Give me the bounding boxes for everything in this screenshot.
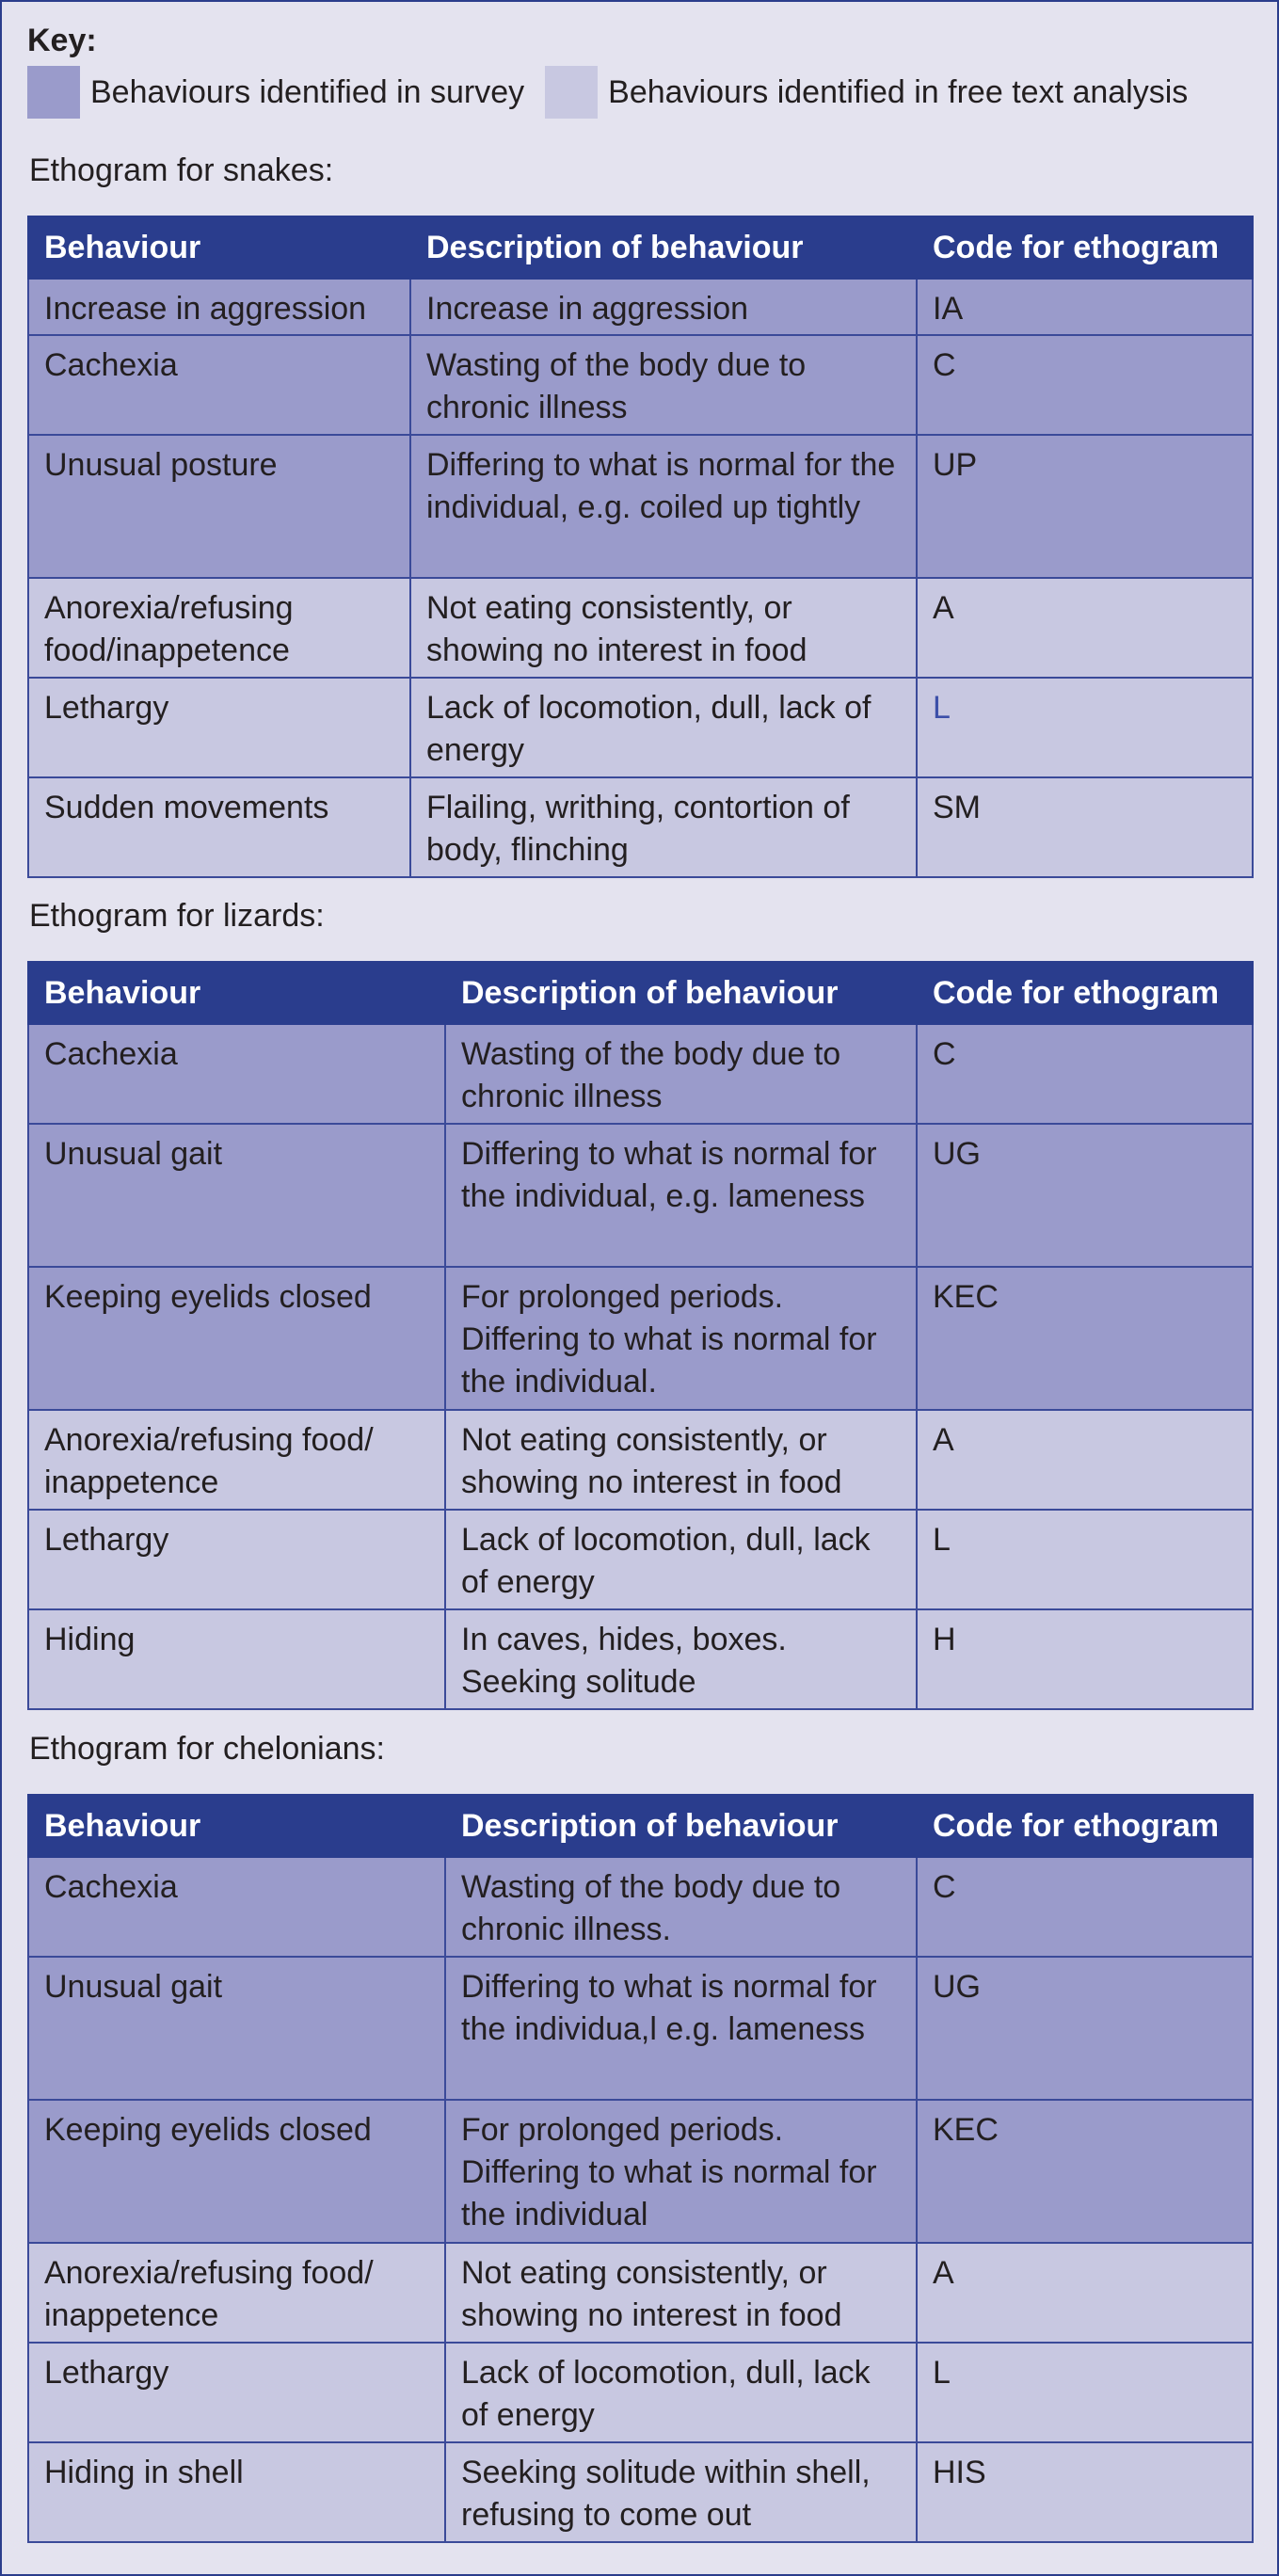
snakes-section-title: Ethogram for snakes: xyxy=(29,152,334,188)
description-cell: For prolonged periods. Differing to what is normal for the individual. xyxy=(445,1267,917,1410)
lizards-section-title: Ethogram for lizards: xyxy=(29,898,325,934)
code-cell: UG xyxy=(917,1957,1253,2100)
code-cell: A xyxy=(917,578,1253,678)
column-header-code: Code for ethogram xyxy=(917,1795,1253,1857)
column-header-behaviour: Behaviour xyxy=(28,216,410,279)
code-cell: IA xyxy=(917,279,1253,335)
behaviour-cell: Hiding xyxy=(28,1609,445,1709)
table-row xyxy=(28,2343,1253,2442)
code-cell: HIS xyxy=(917,2442,1253,2542)
behaviour-cell: Anorexia/refusing food/ inappetence xyxy=(28,2243,445,2343)
code-cell: KEC xyxy=(917,1267,1253,1410)
code-cell: SM xyxy=(917,777,1253,877)
code-cell: H xyxy=(917,1609,1253,1709)
table-row xyxy=(28,678,1253,777)
table-row xyxy=(28,777,1253,877)
description-cell: Differing to what is normal for the individual, e.g. coiled up tightly xyxy=(410,435,917,578)
table-row xyxy=(28,1267,1253,1410)
table-row xyxy=(28,1609,1253,1709)
behaviour-cell: Cachexia xyxy=(28,1857,445,1957)
column-header-code: Code for ethogram xyxy=(917,962,1253,1024)
code-cell: A xyxy=(917,2243,1253,2343)
table-row xyxy=(28,1857,1253,1957)
description-cell: Wasting of the body due to chronic illness xyxy=(445,1024,917,1124)
description-cell: Not eating consistently, or showing no interest in food xyxy=(445,1410,917,1510)
code-cell: L xyxy=(917,1510,1253,1609)
description-cell: Lack of locomotion, dull, lack of energy xyxy=(445,2343,917,2442)
code-cell: C xyxy=(917,1857,1253,1957)
key-title: Key: xyxy=(27,23,97,58)
description-cell: In caves, hides, boxes. Seeking solitude xyxy=(445,1609,917,1709)
behaviour-cell: Keeping eyelids closed xyxy=(28,1267,445,1410)
table-row xyxy=(28,1410,1253,1510)
table-row xyxy=(28,335,1253,435)
table-row xyxy=(28,578,1253,678)
column-header-behaviour: Behaviour xyxy=(28,1795,445,1857)
description-cell: Not eating consistently, or showing no interest in food xyxy=(410,578,917,678)
survey-swatch xyxy=(27,66,80,119)
behaviour-cell: Cachexia xyxy=(28,335,410,435)
table-row xyxy=(28,1024,1253,1124)
column-header-description: Description of behaviour xyxy=(410,216,917,279)
behaviour-cell: Anorexia/refusing food/inappetence xyxy=(28,578,410,678)
code-cell: C xyxy=(917,1024,1253,1124)
behaviour-cell: Unusual gait xyxy=(28,1957,445,2100)
description-cell: Seeking solitude within shell, refusing to come out xyxy=(445,2442,917,2542)
survey-key-label: Behaviours identified in survey xyxy=(90,73,525,110)
code-cell: L xyxy=(917,2343,1253,2442)
behaviour-cell: Unusual posture xyxy=(28,435,410,578)
behaviour-cell: Lethargy xyxy=(28,2343,445,2442)
description-cell: Lack of locomotion, dull, lack of energy xyxy=(445,1510,917,1609)
behaviour-cell: Cachexia xyxy=(28,1024,445,1124)
chelonians-section-title: Ethogram for chelonians: xyxy=(29,1731,385,1767)
table-header-row xyxy=(28,1795,1253,1857)
lizards-table xyxy=(27,961,1254,1710)
code-cell: C xyxy=(917,335,1253,435)
behaviour-cell: Hiding in shell xyxy=(28,2442,445,2542)
description-cell: Increase in aggression xyxy=(410,279,917,335)
description-cell: Differing to what is normal for the individual, e.g. lameness xyxy=(445,1124,917,1267)
behaviour-cell: Lethargy xyxy=(28,1510,445,1609)
key-legend xyxy=(27,66,1208,119)
free-text-key-label: Behaviours identified in free text analysis xyxy=(608,73,1189,110)
description-cell: Wasting of the body due to chronic illness. xyxy=(445,1857,917,1957)
code-cell: L xyxy=(917,678,1253,777)
code-cell: KEC xyxy=(917,2100,1253,2243)
description-cell: Differing to what is normal for the individua,l e.g. lameness xyxy=(445,1957,917,2100)
table-row xyxy=(28,2100,1253,2243)
description-cell: Flailing, writhing, contortion of body, flinching xyxy=(410,777,917,877)
description-cell: Wasting of the body due to chronic illness xyxy=(410,335,917,435)
table-row xyxy=(28,2243,1253,2343)
behaviour-cell: Unusual gait xyxy=(28,1124,445,1267)
table-header-row xyxy=(28,962,1253,1024)
table-row xyxy=(28,435,1253,578)
code-cell: UP xyxy=(917,435,1253,578)
column-header-description: Description of behaviour xyxy=(445,1795,917,1857)
table-row xyxy=(28,1510,1253,1609)
table-row xyxy=(28,2442,1253,2542)
description-cell: For prolonged periods. Differing to what is normal for the individual xyxy=(445,2100,917,2243)
table-row xyxy=(28,1957,1253,2100)
description-cell: Lack of locomotion, dull, lack of energy xyxy=(410,678,917,777)
chelonians-table xyxy=(27,1794,1254,2543)
column-header-description: Description of behaviour xyxy=(445,962,917,1024)
free-text-swatch xyxy=(545,66,598,119)
behaviour-cell: Lethargy xyxy=(28,678,410,777)
table-header-row xyxy=(28,216,1253,279)
column-header-code: Code for ethogram xyxy=(917,216,1253,279)
description-cell: Not eating consistently, or showing no interest in food xyxy=(445,2243,917,2343)
behaviour-cell: Keeping eyelids closed xyxy=(28,2100,445,2243)
snakes-table xyxy=(27,216,1254,878)
behaviour-cell: Increase in aggression xyxy=(28,279,410,335)
code-cell: UG xyxy=(917,1124,1253,1267)
behaviour-cell: Sudden movements xyxy=(28,777,410,877)
table-row xyxy=(28,279,1253,335)
table-row xyxy=(28,1124,1253,1267)
column-header-behaviour: Behaviour xyxy=(28,962,445,1024)
behaviour-cell: Anorexia/refusing food/ inappetence xyxy=(28,1410,445,1510)
code-cell: A xyxy=(917,1410,1253,1510)
